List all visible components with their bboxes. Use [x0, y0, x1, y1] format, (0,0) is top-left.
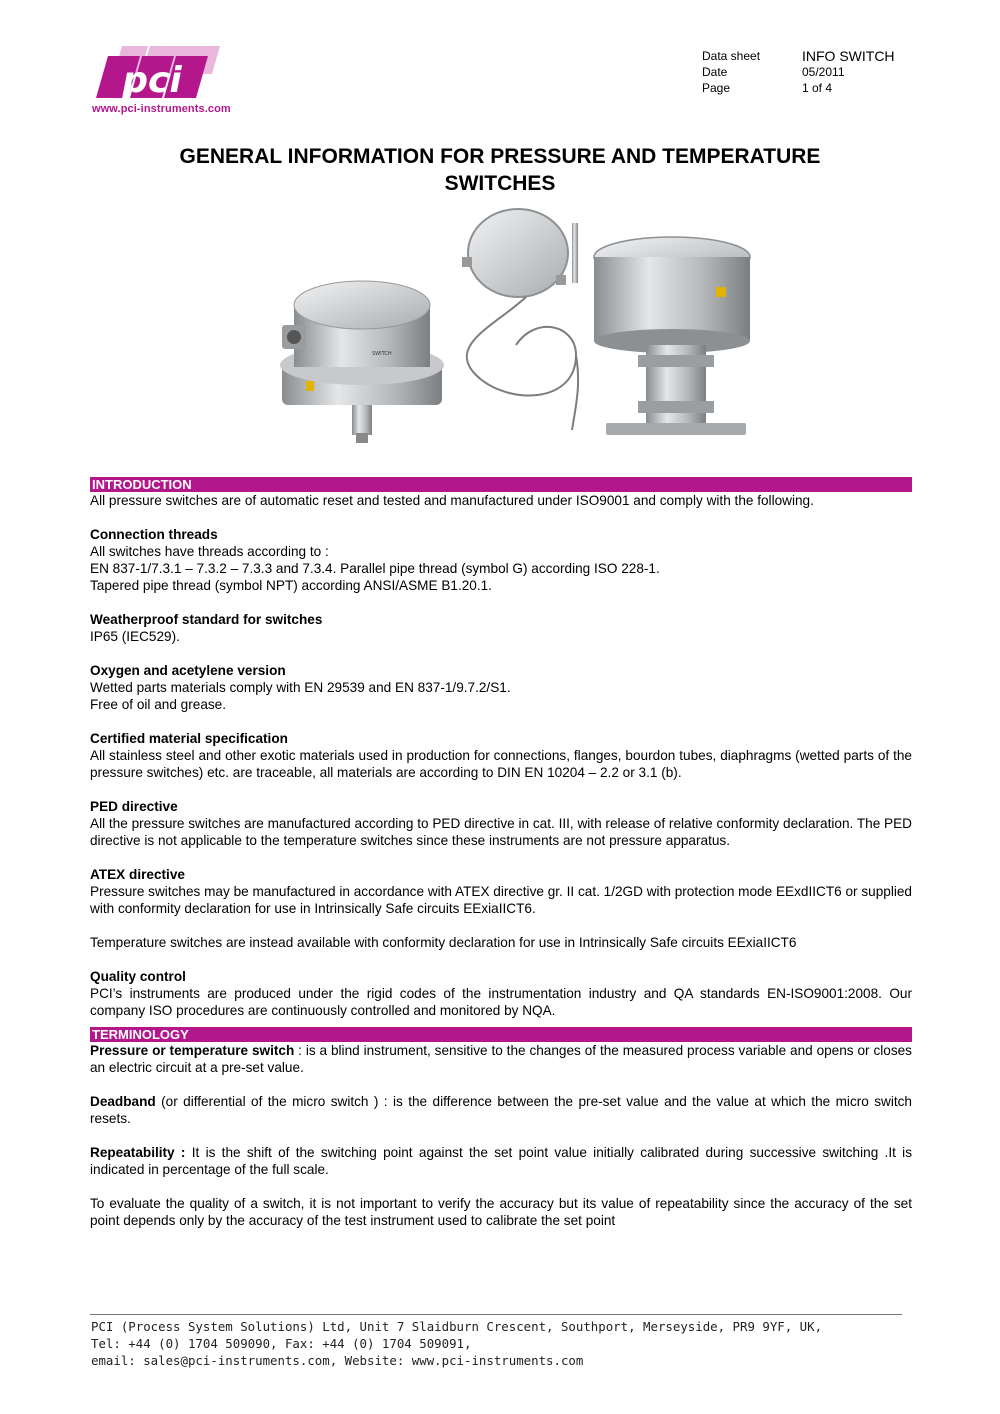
website-label[interactable]: www.pci-instruments.com	[92, 103, 231, 115]
term-definition: (or differential of the micro switch ) : is the difference between the pre-set value and the value at which the micro switch resets.	[90, 1094, 912, 1126]
term: Repeatability :	[90, 1145, 186, 1160]
text-paragraph: All the pressure switches are manufactured according to PED directive in cat. III, with release of relative conformity declaration. The PED directive is not applicable to the temperature switches since these instruments are not pressure apparatus.	[90, 816, 912, 848]
footer-divider	[90, 1314, 902, 1315]
meta-label: Data sheet	[702, 49, 761, 63]
text-line: All switches have threads according to :	[90, 544, 329, 559]
meta-row-datasheet	[702, 48, 895, 64]
section-heading-introduction: INTRODUCTION	[90, 477, 912, 492]
text-line: Tapered pipe thread (symbol NPT) according ANSI/ASME B1.20.1.	[90, 578, 492, 593]
text-paragraph: Temperature switches are instead available with conformity declaration for use in Intrinsically Safe circuits EExiaIICT6	[90, 935, 797, 950]
text-line: IP65 (IEC529).	[90, 629, 180, 644]
text-line: EN 837-1/7.3.1 – 7.3.2 – 7.3.3 and 7.3.4. Parallel pipe thread (symbol G) according ISO 228-1.	[90, 561, 660, 576]
pressure-switch-image	[280, 281, 444, 443]
document-meta	[702, 48, 895, 96]
meta-row-date	[702, 64, 895, 80]
main-content	[90, 477, 912, 1229]
switch-label: SWITCH	[372, 351, 392, 357]
heading-ped: PED directive	[90, 799, 178, 814]
meta-value: INFO SWITCH	[802, 48, 895, 64]
heading-oxygen: Oxygen and acetylene version	[90, 663, 286, 678]
footer-phone: Tel: +44 (0) 1704 509090, Fax: +44 (0) 1704 509091,	[91, 1336, 472, 1351]
meta-value: 05/2011	[802, 65, 845, 79]
heading-atex: ATEX directive	[90, 867, 185, 882]
text-paragraph: PCI’s instruments are produced under the rigid codes of the instrumentation industry and QA standards EN-ISO9001:2008. Our company ISO procedures are continuously controlled and monitored by NQA.	[90, 986, 912, 1018]
text-line: Free of oil and grease.	[90, 697, 227, 712]
text-paragraph: Pressure switches may be manufactured in accordance with ATEX directive gr. II cat. 1/2GD with protection mode EExdIICT6 or supplied with conformity declaration for use in Intrinsically Safe circuits EExiaIICT6.	[90, 884, 912, 916]
heading-certified-material: Certified material specification	[90, 731, 288, 746]
text-paragraph: To evaluate the quality of a switch, it is not important to verify the accuracy but its value of repeatability since the accuracy of the set point depends only by the accuracy of the test instrument used to calibrate the set point	[90, 1196, 912, 1228]
page-title	[90, 143, 910, 197]
term-definition: It is the shift of the switching point against the set point value initially calibrated during successive switching .It is indicated in percentage of the full scale.	[90, 1145, 912, 1177]
heading-weatherproof: Weatherproof standard for switches	[90, 612, 323, 627]
term-paragraph	[90, 1042, 912, 1076]
term-definition: : is a blind instrument, sensitive to the changes of the measured process variable and opens or closes an electric circuit at a pre-set value.	[90, 1043, 912, 1075]
footer-address: PCI (Process System Solutions) Ltd, Unit 7 Slaidburn Crescent, Southport, Merseyside, PR9 9YF, UK,	[91, 1319, 823, 1334]
temperature-switch-image	[462, 209, 578, 430]
text-paragraph: All stainless steel and other exotic materials used in production for connections, flanges, bourdon tubes, diaphragms (wetted parts of the pressure switches) etc. are traceable, all materials are according to DIN EN 10204 – 2.2 or 3.1 (b).	[90, 748, 912, 780]
meta-label: Page	[702, 81, 731, 95]
meta-label: Date	[702, 65, 728, 79]
term-paragraph	[90, 1093, 912, 1127]
title-line-2: SWITCHES	[444, 172, 556, 195]
term: Deadband	[90, 1094, 156, 1109]
mounted-switch-image	[594, 237, 750, 435]
heading-quality: Quality control	[90, 969, 186, 984]
footer-contact[interactable]: email: sales@pci-instruments.com, Website: www.pci-instruments.com	[91, 1353, 584, 1368]
pci-logo-icon	[88, 40, 220, 100]
term-paragraph	[90, 1144, 912, 1178]
meta-value: 1 of 4	[802, 81, 833, 95]
text-line: Wetted parts materials comply with EN 29539 and EN 837-1/9.7.2/S1.	[90, 680, 511, 695]
footer	[91, 1318, 822, 1369]
company-logo	[88, 40, 248, 115]
logo-text: pci	[122, 60, 182, 100]
meta-row-page	[702, 80, 895, 96]
section-heading-terminology: TERMINOLOGY	[90, 1027, 912, 1042]
heading-connection-threads: Connection threads	[90, 527, 218, 542]
title-line-1: GENERAL INFORMATION FOR PRESSURE AND TEMPERATURE	[179, 145, 821, 168]
intro-text: All pressure switches are of automatic reset and tested and manufactured under ISO9001 and comply with the following.	[90, 493, 814, 508]
product-photos	[276, 205, 752, 455]
term: Pressure or temperature switch	[90, 1043, 295, 1058]
